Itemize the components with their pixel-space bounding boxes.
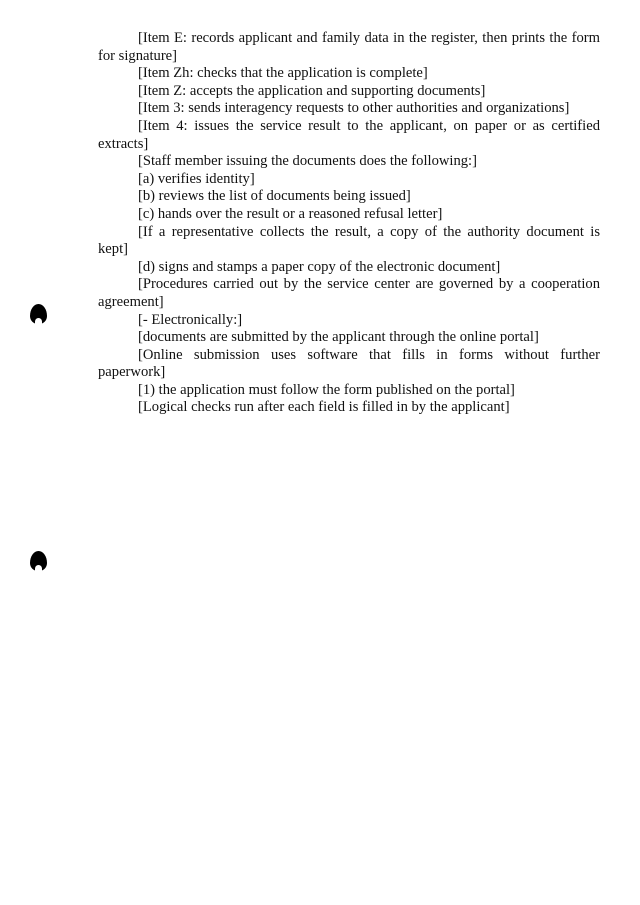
punch-hole-mark xyxy=(30,304,47,324)
paragraph-format-check: [Logical checks run after each field is filled in by the applicant] xyxy=(138,399,510,416)
paragraph-specialist: [Staff member issuing the documents does the following:] xyxy=(138,153,477,170)
document-body xyxy=(98,30,600,417)
paragraph-electronic-submission: [Online submission uses software that fills in forms without further paperwork] xyxy=(98,346,600,381)
paragraph-item-1: [1) the application must follow the form published on the portal] xyxy=(138,381,515,398)
punch-hole-mark xyxy=(30,551,47,571)
paragraph-item-a: [a) verifies identity] xyxy=(138,170,255,187)
paragraph-item-3: [Item 3: sends interagency requests to other authorities and organizations] xyxy=(138,100,570,117)
paragraph-item-z: [Item Z: accepts the application and supporting documents] xyxy=(138,82,486,99)
paragraph-item-b: [b) reviews the list of documents being issued] xyxy=(138,188,411,205)
paragraph-item-g: [d) signs and stamps a paper copy of the electronic document] xyxy=(138,258,501,275)
paragraph-item-zh: [Item Zh: checks that the application is complete] xyxy=(138,65,428,82)
paragraph-electronic-docs: [documents are submitted by the applicant through the online portal] xyxy=(138,329,539,346)
paragraph-admin-procedures: [Procedures carried out by the service center are governed by a cooperation agreement] xyxy=(98,276,600,310)
paragraph-electronic-heading: [- Electronically:] xyxy=(138,311,243,328)
paragraph-item-4: [Item 4: issues the service result to the applicant, on paper or as certified extracts] xyxy=(98,117,600,152)
paragraph-representative: [If a representative collects the result, a copy of the authority document is kept] xyxy=(98,223,600,258)
paragraph-item-v: [c) hands over the result or a reasoned refusal letter] xyxy=(138,205,443,222)
paragraph-item-e: [Item E: records applicant and family data in the register, then prints the form for signature] xyxy=(98,30,600,64)
